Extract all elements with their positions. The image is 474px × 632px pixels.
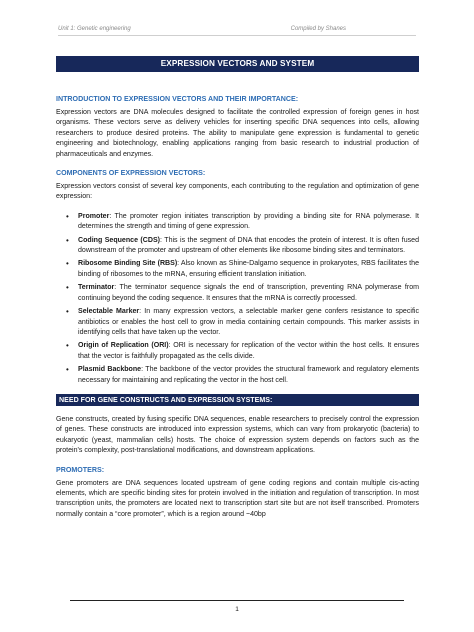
item-text: : This is the segment of DNA that encodes the protein of interest. It is often fused downstream of the promoter and upstream of other elements like ribosome binding sites and terminators.: [78, 236, 419, 255]
intro-heading: INTRODUCTION TO EXPRESSION VECTORS AND THEIR IMPORTANCE:: [56, 95, 299, 103]
promoters-paragraph: Gene promoters are DNA sequences located upstream of gene coding regions and contain multiple cis-acting elements, which are specific binding sites for protein involved in the initiation and regulation of transcription. In most transcription units, the promoters are located next to transcription start site but are not itself transcribed. Promoters normally contain a “core promoter”, which is a region around ~40bp: [56, 479, 419, 518]
list-item: [78, 212, 419, 233]
document-body: [56, 95, 419, 529]
footer-divider: [70, 600, 404, 601]
list-item: [78, 307, 419, 338]
item-term: Ribosome Binding Site (RBS): [78, 260, 178, 268]
item-text: : In many expression vectors, a selectable marker gene confers resistance to specific antibiotics or enables the host cell to grow in media containing certain compounds. This marker assists in identifying cells that have taken up the vector.: [78, 308, 419, 336]
page-number: 1: [235, 606, 239, 613]
promoters-heading: PROMOTERS:: [56, 465, 105, 474]
components-heading: COMPONENTS OF EXPRESSION VECTORS:: [56, 169, 206, 178]
item-term: Coding Sequence (CDS): [78, 236, 160, 244]
item-term: Promoter: [78, 212, 110, 220]
item-term: Origin of Replication (ORI): [78, 342, 169, 350]
list-item: [78, 341, 419, 362]
list-item: [78, 365, 419, 386]
intro-paragraph: Expression vectors are DNA molecules designed to facilitate the controlled expression of foreign genes in host organisms. These vectors serve as delivery vehicles for inserting specific DNA sequences into cells, allowing researchers to produce desired proteins. The ability to manipulate gene expression is fundamental to genetic engineering and biotechnology, enabling applications ranging from basic research to industrial production of pharmaceuticals and enzymes.: [56, 109, 419, 158]
item-text: : The promoter region initiates transcription by providing a binding site for RNA polymerase. It determines the strength and timing of gene expression.: [78, 212, 419, 231]
list-item: [78, 236, 419, 257]
header-author: Compiled by Shanes: [290, 26, 346, 32]
list-item: [78, 283, 419, 304]
item-text: : The terminator sequence signals the end of transcription, preventing RNA polymerase from continuing beyond the coding sequence. It ensures that the mRNA is correctly processed.: [78, 284, 419, 302]
page-header: [58, 26, 416, 36]
list-item: [78, 259, 419, 280]
header-unit-title: Unit 1: Genetic engineering: [58, 26, 131, 32]
components-intro: Expression vectors consist of several key components, each contributing to the regulation and optimization of gene expression:: [56, 183, 419, 201]
item-term: Selectable Marker: [78, 308, 140, 316]
item-term: Plasmid Backbone: [78, 366, 142, 374]
item-text: : The backbone of the vector provides the structural framework and regulatory elements necessary for maintaining and replicating the vector in the host cell.: [78, 366, 419, 384]
need-heading: NEED FOR GENE CONSTRUCTS AND EXPRESSION SYSTEMS:: [56, 394, 419, 406]
item-text: : ORI is necessary for replication of the vector within the host cells. It ensures that the vector is faithfully propagated as the cells divide.: [78, 342, 419, 360]
components-list: [56, 212, 419, 386]
need-paragraph: Gene constructs, created by fusing specific DNA sequences, enable researchers to precisely control the expression of genes. These constructs are introduced into expression systems, which can vary from prokaryotic (bacteria) to eukaryotic (yeast, mammalian cells) hosts. The choice of expression system depends on factors such as the protein's complexity, post-translational modifications, and downstream applications.: [56, 415, 419, 455]
item-text: : Also known as Shine-Dalgarno sequence in prokaryotes, RBS facilitates the binding of ribosomes to the mRNA, ensuring efficient translation initiation.: [78, 260, 419, 278]
item-term: Terminator: [78, 284, 115, 292]
document-title: EXPRESSION VECTORS AND SYSTEM: [56, 56, 419, 72]
